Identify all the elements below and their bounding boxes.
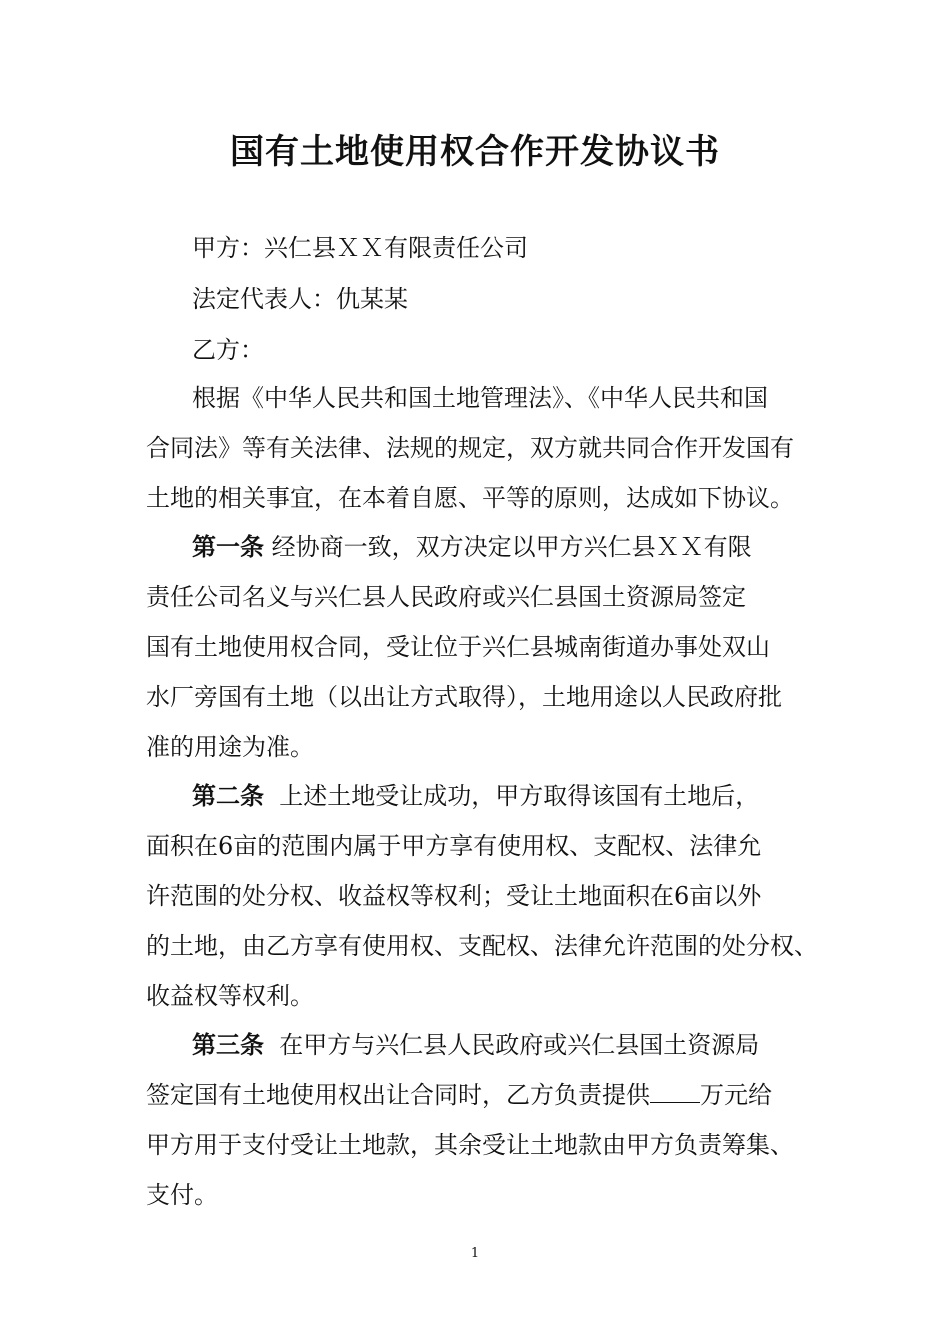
page-number: 1 [470, 1246, 480, 1261]
article1-line: 责任公司名义与兴仁县人民政府或兴仁县国土资源局签定 [146, 583, 746, 611]
party-b: 乙方： [192, 336, 264, 364]
article3-heading: 第三条 [192, 1031, 264, 1059]
article3-line: 支付。 [146, 1181, 218, 1209]
legal-representative: 法定代表人：仇某某 [192, 285, 408, 313]
article1-heading: 第一条 [192, 533, 264, 561]
preamble-line: 土地的相关事宜，在本着自愿、平等的原则，达成如下协议。 [146, 484, 794, 512]
article2-line: 的土地，由乙方享有使用权、支配权、法律允许范围的处分权、 [146, 932, 818, 960]
article1-line: 国有土地使用权合同，受让位于兴仁县城南街道办事处双山 [146, 633, 770, 661]
article2-line: 面积在6亩的范围内属于甲方享有使用权、支配权、法律允 [146, 832, 762, 860]
preamble-line: 根据《中华人民共和国土地管理法》、《中华人民共和国 [192, 384, 768, 412]
article3-line: 签定国有土地使用权出让合同时，乙方负责提供 万元给 [146, 1081, 772, 1109]
article1-line: 第一条 经协商一致，双方决定以甲方兴仁县ＸＸ有限 [192, 533, 752, 561]
party-a: 甲方：兴仁县ＸＸ有限责任公司 [192, 234, 528, 262]
article2-line: 收益权等权利。 [146, 982, 314, 1010]
article1-line: 水厂旁国有土地（以出让方式取得），土地用途以人民政府批 [146, 683, 782, 711]
preamble-line: 合同法》等有关法律、法规的规定，双方就共同合作开发国有 [146, 434, 794, 462]
article2-line: 许范围的处分权、收益权等权利；受让土地面积在6亩以外 [146, 882, 762, 910]
article3-line: 第三条 在甲方与兴仁县人民政府或兴仁县国土资源局 [192, 1031, 760, 1059]
article2-line: 第二条 上述土地受让成功，甲方取得该国有土地后， [192, 782, 760, 810]
amount-blank [650, 1080, 700, 1103]
document-title: 国有土地使用权合作开发协议书 [230, 132, 720, 172]
article2-heading: 第二条 [192, 782, 264, 810]
article3-line: 甲方用于支付受让土地款，其余受让土地款由甲方负责筹集、 [146, 1131, 794, 1159]
article1-line: 准的用途为准。 [146, 733, 314, 761]
